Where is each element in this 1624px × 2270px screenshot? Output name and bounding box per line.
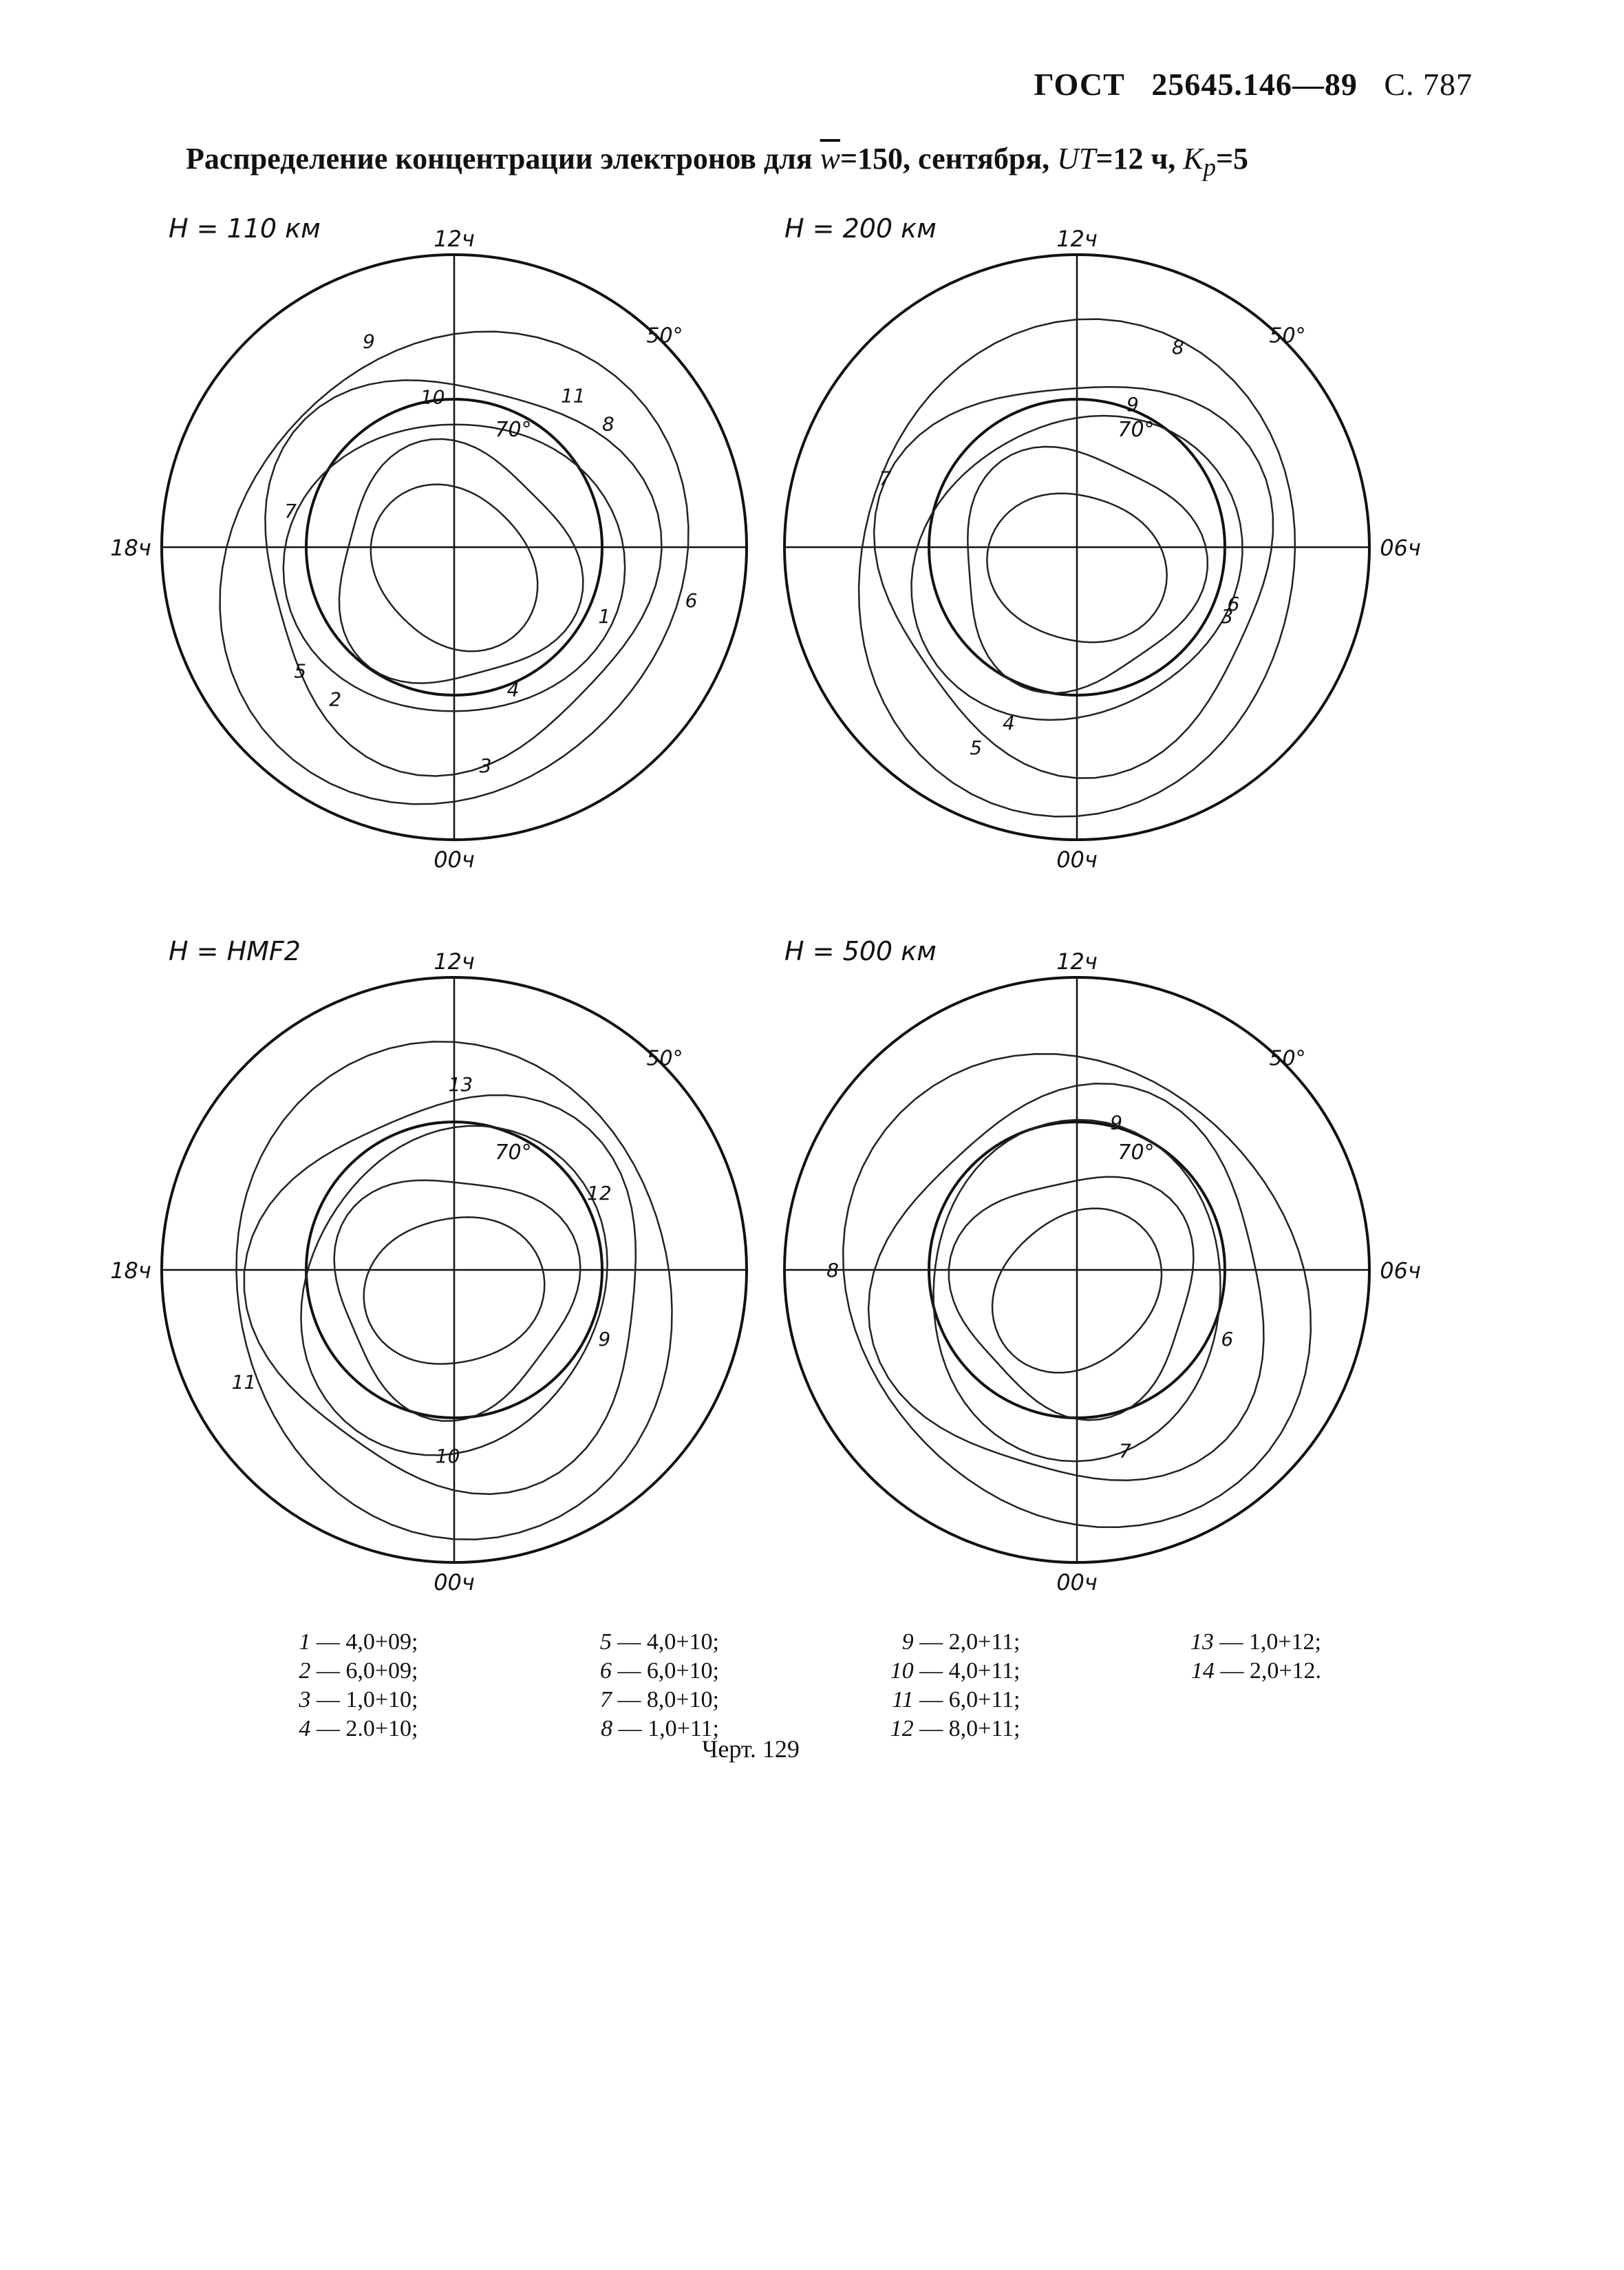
legend-item: 9 — 2,0+11; bbox=[901, 1629, 1021, 1655]
polar-diagram bbox=[110, 213, 747, 873]
contour-label: 7 bbox=[284, 499, 297, 522]
legend-item: 3 — 1,0+10; bbox=[299, 1687, 418, 1712]
time-label-bottom: 00ч bbox=[1056, 847, 1098, 873]
polar-diagram bbox=[784, 936, 1421, 1595]
latitude-label-70: 70° bbox=[1118, 417, 1155, 442]
time-label-left: 18ч bbox=[110, 535, 151, 561]
contour-label: 2 bbox=[329, 688, 342, 711]
legend-item: 11 — 6,0+11; bbox=[892, 1687, 1021, 1712]
contour-label: 11 bbox=[561, 384, 586, 407]
panel-label: H = 500 км bbox=[784, 936, 937, 966]
contour-label: 5 bbox=[970, 736, 983, 759]
contour-label: 8 bbox=[826, 1259, 839, 1282]
legend-column bbox=[1124, 1628, 1322, 1743]
legend-item: 6 — 6,0+10; bbox=[599, 1658, 719, 1684]
title-kp-value: =5 bbox=[1215, 142, 1249, 176]
contour-label: 6 bbox=[685, 588, 698, 612]
contour-line bbox=[339, 439, 584, 683]
legend-item: 8 — 1,0+11; bbox=[601, 1716, 719, 1741]
time-label-bottom: 00ч bbox=[1056, 1569, 1098, 1595]
time-label-bottom: 00ч bbox=[434, 847, 475, 873]
time-label-top: 12ч bbox=[434, 226, 475, 252]
time-label-left: 18ч bbox=[110, 1258, 151, 1284]
contour-line bbox=[265, 380, 661, 776]
contour-label: 9 bbox=[1110, 1111, 1123, 1134]
legend-item: 13 — 1,0+12; bbox=[1190, 1629, 1321, 1655]
contour-label: 8 bbox=[1171, 336, 1184, 359]
legend-column bbox=[822, 1628, 1021, 1743]
legend-item: 14 — 2,0+12. bbox=[1190, 1658, 1321, 1684]
contour-label: 12 bbox=[587, 1181, 612, 1205]
contour-label: 3 bbox=[479, 754, 492, 777]
panel-label: H = 200 км bbox=[784, 213, 937, 244]
latitude-label-50: 50° bbox=[646, 1046, 683, 1071]
legend-item: 7 — 8,0+10; bbox=[599, 1687, 719, 1712]
contour-label: 9 bbox=[363, 330, 375, 353]
contour-label: 4 bbox=[1003, 711, 1015, 734]
latitude-label-50: 50° bbox=[646, 323, 683, 348]
time-label-top: 12ч bbox=[434, 948, 475, 975]
latitude-label-50: 50° bbox=[1269, 323, 1306, 348]
legend-item: 1 — 4,0+09; bbox=[299, 1629, 418, 1655]
title-w-value: =150, сентября, bbox=[840, 142, 1050, 176]
title-ut-value: =12 ч, bbox=[1096, 142, 1176, 176]
contour-line bbox=[868, 1083, 1263, 1481]
time-label-top: 12ч bbox=[1056, 948, 1098, 975]
contour-label: 6 bbox=[1221, 1328, 1234, 1351]
contour-line bbox=[334, 1180, 581, 1421]
contour-label: 9 bbox=[1126, 392, 1139, 416]
contour-label: 7 bbox=[1119, 1439, 1131, 1463]
legend-column bbox=[522, 1628, 720, 1743]
time-label-right: 06ч bbox=[1380, 535, 1421, 561]
title-kp-sub: p bbox=[1203, 152, 1216, 181]
contour-label: 10 bbox=[420, 385, 445, 409]
title-kp-symbol: K bbox=[1183, 142, 1204, 176]
header-standard: ГОСТ bbox=[1034, 67, 1125, 102]
legend-item: 2 — 6,0+09; bbox=[299, 1658, 418, 1684]
contour-label: 3 bbox=[1221, 605, 1234, 628]
legend-item: 4 — 2.0+10; bbox=[299, 1716, 418, 1741]
contour-label: 11 bbox=[231, 1370, 257, 1394]
panel-label: H = 110 км bbox=[169, 213, 321, 244]
title-ut-symbol: UT bbox=[1057, 142, 1096, 176]
time-label-bottom: 00ч bbox=[434, 1569, 475, 1595]
legend bbox=[220, 1628, 1321, 1743]
contour-label: 5 bbox=[294, 659, 307, 683]
contour-line bbox=[968, 447, 1208, 693]
header-number: 25645.146—89 bbox=[1151, 67, 1358, 102]
contour-label: 10 bbox=[435, 1444, 460, 1467]
time-label-right: 06ч bbox=[1380, 1258, 1421, 1284]
contour-label: 6 bbox=[1227, 593, 1240, 616]
figure-caption: Черт. 129 bbox=[702, 1735, 800, 1763]
latitude-label-70: 70° bbox=[495, 1140, 532, 1165]
legend-item: 5 — 4,0+10; bbox=[599, 1629, 719, 1655]
title-w-symbol: $\overline{w}$ bbox=[820, 142, 840, 176]
contour-label: 1 bbox=[598, 605, 611, 628]
latitude-label-50: 50° bbox=[1269, 1046, 1306, 1071]
contour-label: 7 bbox=[879, 467, 892, 490]
latitude-label-70: 70° bbox=[495, 417, 532, 442]
panel-label: H = HMF2 bbox=[169, 936, 301, 966]
legend-item: 10 — 4,0+11; bbox=[890, 1658, 1021, 1684]
legend-item: 12 — 8,0+11; bbox=[890, 1716, 1021, 1741]
polar-diagram bbox=[784, 213, 1421, 873]
contour-label: 13 bbox=[448, 1073, 473, 1096]
legend-column bbox=[220, 1628, 418, 1743]
contour-label: 9 bbox=[598, 1328, 611, 1351]
polar-diagram bbox=[110, 936, 747, 1595]
latitude-label-70: 70° bbox=[1118, 1140, 1155, 1165]
title-prefix: Распределение концентрации электронов для bbox=[186, 142, 813, 176]
header-page: С. 787 bbox=[1384, 67, 1473, 102]
time-label-top: 12ч bbox=[1056, 226, 1098, 252]
contour-label: 4 bbox=[506, 678, 520, 701]
contour-label: 8 bbox=[601, 412, 615, 436]
